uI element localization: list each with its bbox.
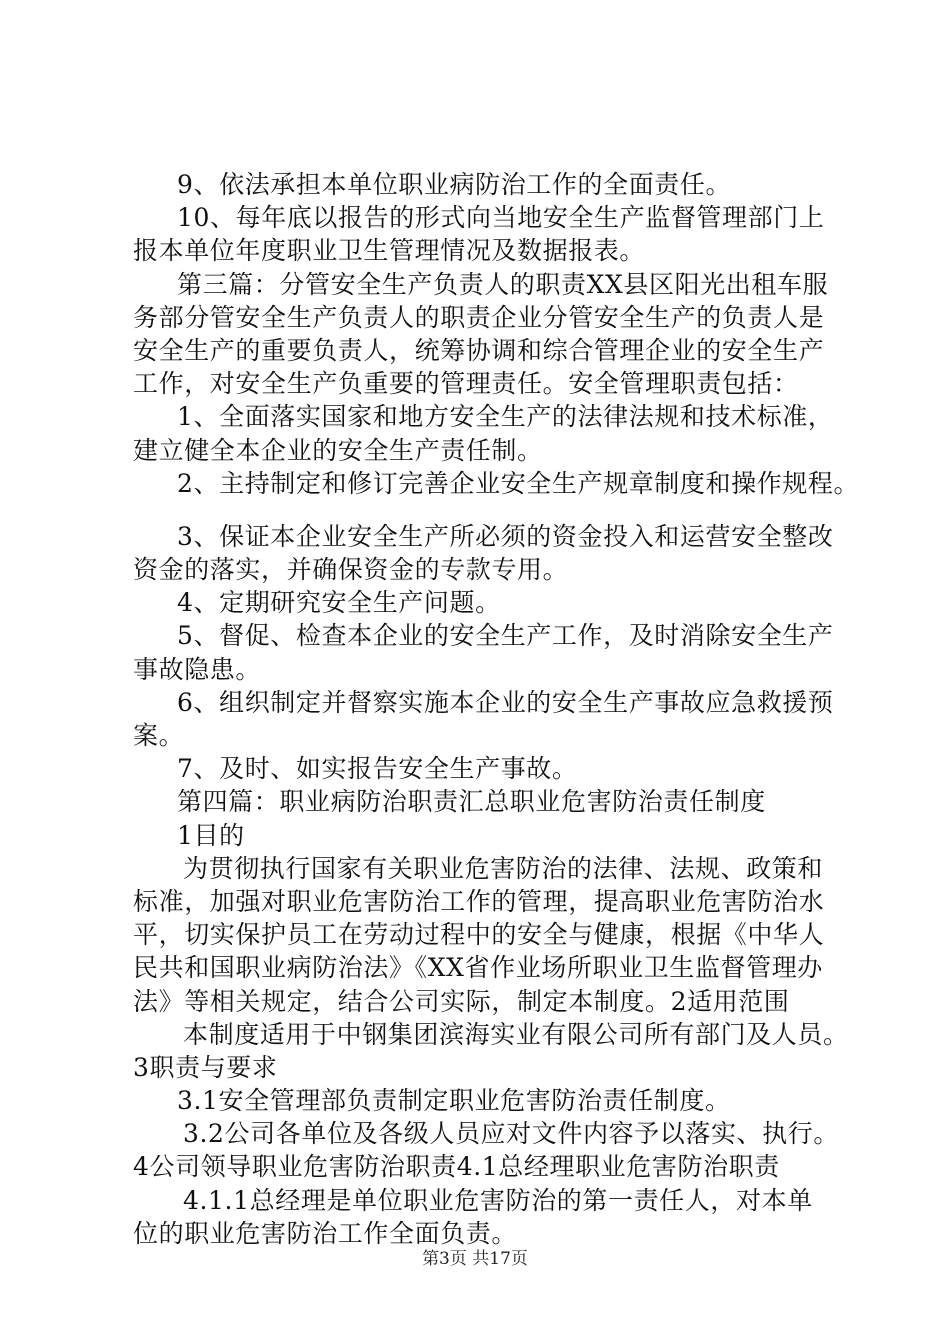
paragraph-line: 3、保证本企业安全生产所必须的资金投入和运营安全整改 [177, 521, 834, 551]
paragraph-line: 9、依法承担本单位职业病防治工作的全面责任。 [177, 170, 732, 199]
section-heading-line: 第四篇：职业病防治职责汇总职业危害防治责任制度 [177, 787, 766, 817]
paragraph-line: 案。 [133, 721, 185, 750]
paragraph-line: 本制度适用于中钢集团滨海实业有限公司所有部门及人员。 [183, 1019, 849, 1049]
section-heading-line: 第三篇：分管安全生产负责人的职责XX县区阳光出租车服 [177, 269, 829, 299]
subheading-line: 3职责与要求 [133, 1052, 278, 1082]
subheading-line: 1目的 [177, 820, 245, 850]
paragraph-line: 4.1.1总经理是单位职业危害防治的第一责任人，对本单 [183, 1185, 813, 1215]
paragraph-line: 为贯彻执行国家有关职业危害防治的法律、法规、政策和 [183, 853, 824, 883]
paragraph-line: 3.1安全管理部负责制定职业危害防治责任制度。 [177, 1086, 731, 1116]
paragraph-line: 建立健全本企业的安全生产责任制。 [133, 435, 543, 465]
paragraph-line: 资金的落实，并确保资金的专款专用。 [133, 555, 569, 585]
paragraph-line: 位的职业危害防治工作全面负责。 [133, 1218, 518, 1248]
paragraph-line: 事故隐患。 [133, 654, 262, 684]
paragraph-gap [133, 500, 853, 520]
paragraph-line: 7、及时、如实报告安全生产事故。 [177, 754, 578, 784]
paragraph-line: 民共和国职业病防治法》《XX省作业场所职业卫生监督管理办 [133, 953, 823, 983]
paragraph-line: 2、主持制定和修订完善企业安全生产规章制度和操作规程。 [177, 468, 860, 498]
paragraph-line: 安全生产的重要负责人，统筹协调和综合管理企业的安全生产 [133, 335, 825, 365]
paragraph-line: 标准，加强对职业危害防治工作的管理，提高职业危害防治水 [133, 886, 825, 916]
page-number-footer: 第3页 共17页 [422, 1249, 528, 1269]
document-body [133, 168, 860, 1250]
paragraph-line: 10、每年底以报告的形式向当地安全生产监督管理部门上 [177, 203, 825, 233]
paragraph-line: 3.2公司各单位及各级人员应对文件内容予以落实、执行。 [183, 1119, 839, 1149]
paragraph-line: 报本单位年度职业卫生管理情况及数据报表。 [133, 236, 646, 266]
paragraph-line: 6、组织制定并督察实施本企业的安全生产事故应急救援预 [177, 687, 834, 717]
paragraph-line: 5、督促、检查本企业的安全生产工作，及时消除安全生产 [177, 621, 834, 651]
subheading-line: 4公司领导职业危害防治职责4.1总经理职业危害防治职责 [133, 1152, 780, 1182]
paragraph-line: 1、全面落实国家和地方安全生产的法律法规和技术标准， [177, 402, 834, 432]
paragraph-line: 法》等相关规定，结合公司实际，制定本制度。2适用范围 [133, 986, 790, 1016]
paragraph-line: 4、定期研究安全生产问题。 [177, 588, 501, 618]
paragraph-line: 平，切实保护员工在劳动过程中的安全与健康，根据《中华人 [133, 920, 825, 950]
paragraph-line: 务部分管安全生产负责人的职责企业分管安全生产的负责人是 [133, 302, 825, 332]
paragraph-line: 工作，对安全生产负重要的管理责任。安全管理职责包括： [133, 369, 799, 399]
